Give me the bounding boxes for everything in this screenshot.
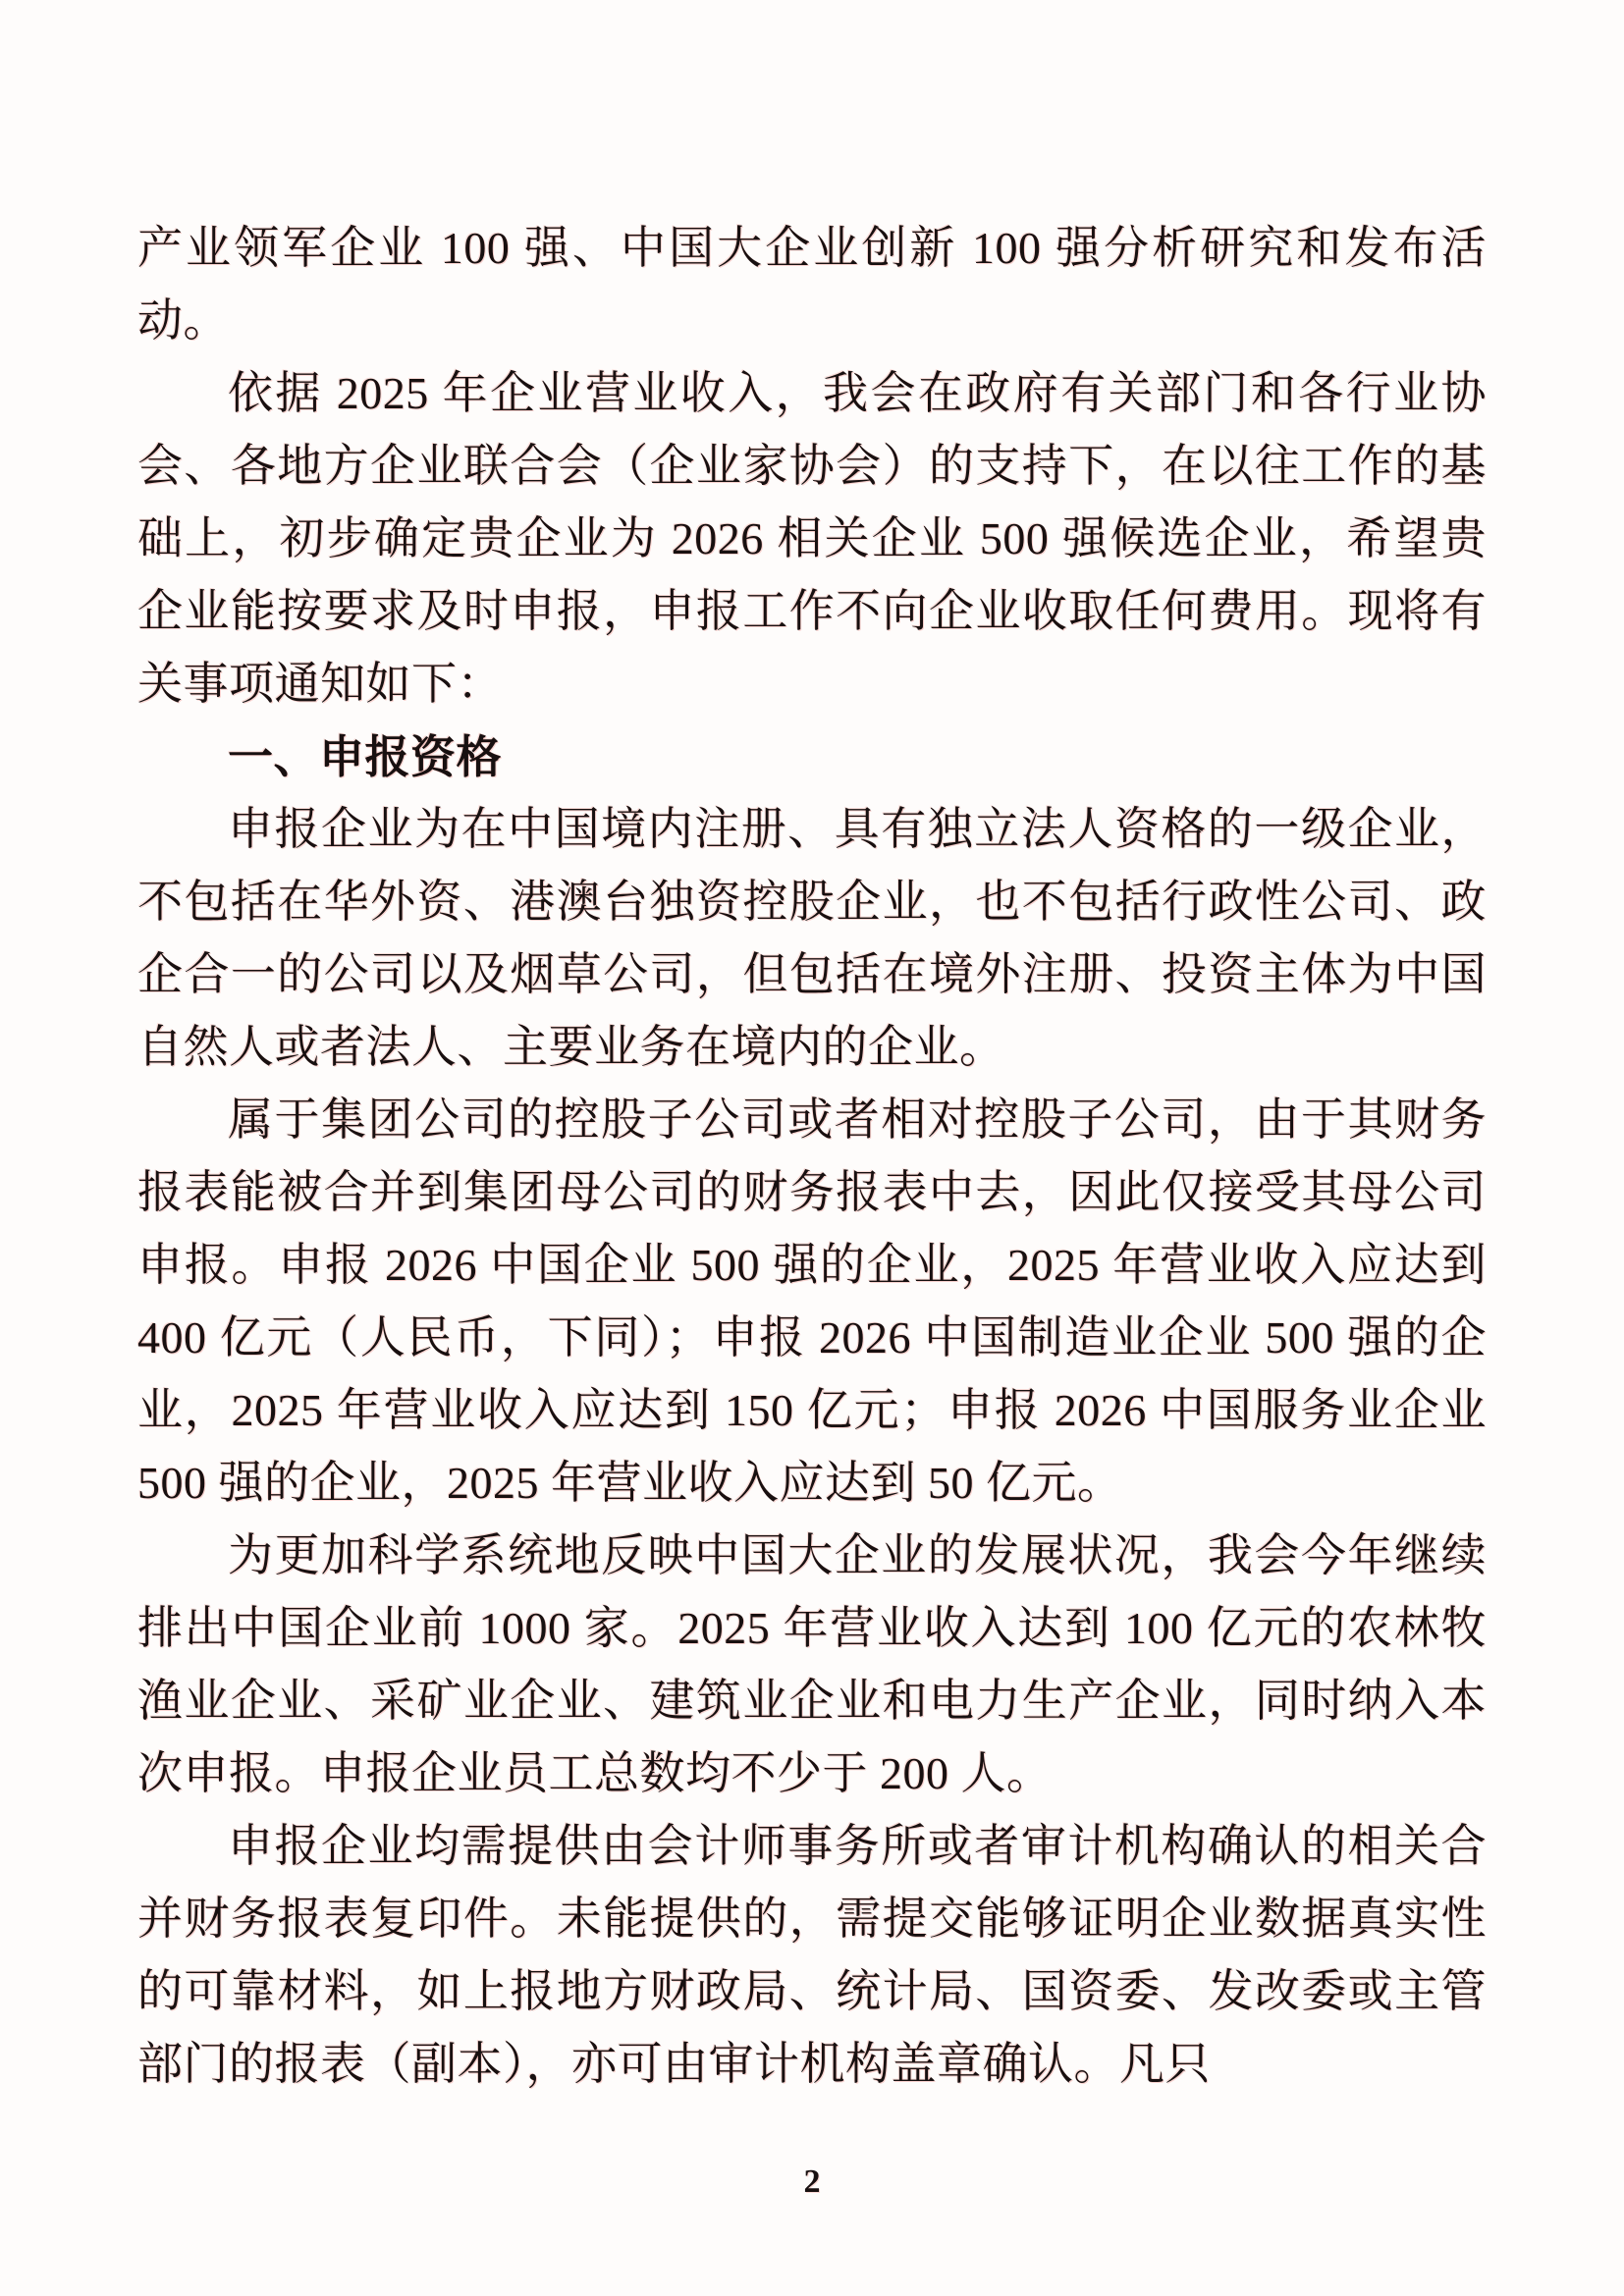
paragraph-eligibility-scope: 申报企业为在中国境内注册、具有独立法人资格的一级企业，不包括在华外资、港澳台独资控股企业，也不包括行政性公司、政企合一的公司以及烟草公司，但包括在境外注册、投资主体为中国自然人或者法人、主要业务在境内的企业。	[137, 804, 1487, 1072]
paragraph-financial-report-requirements: 申报企业均需提供由会计师事务所或者审计机构确认的相关合并财务报表复印件。未能提供的，需提交能够证明企业数据真实性的可靠材料，如上报地方财政局、统计局、国资委、发改委或主管部门的报表（副本），亦可由审计机构盖章确认。凡只	[137, 1821, 1487, 2089]
page-number: 2	[803, 2163, 821, 2200]
paragraph-intro: 依据 2025 年企业营业收入，我会在政府有关部门和各行业协会、各地方企业联合会（企业家协会）的支持下，在以往工作的基础上，初步确定贵企业为 2026 相关企业 500 强候选企业，希望贵企业能按要求及时申报，申报工作不向企业收取任何费用。现将有关事项通知如下：	[137, 368, 1487, 709]
section-heading-application-eligibility: 一、申报资格	[228, 731, 502, 782]
paragraph-continuation: 产业领军企业 100 强、中国大企业创新 100 强分析研究和发布活动。	[137, 223, 1487, 346]
document-body	[137, 212, 1487, 2101]
paragraph-revenue-thresholds: 属于集团公司的控股子公司或者相对控股子公司，由于其财务报表能被合并到集团母公司的财务报表中去，因此仅接受其母公司申报。申报 2026 中国企业 500 强的企业，2025 年营业收入应达到 400 亿元（人民币，下同）；申报 2026 中国制造业企业 500 强的企业，2025 年营业收入应达到 150 亿元；申报 2026 中国服务业企业 500 强的企业，2025 年营业收入应达到 50 亿元。	[137, 1095, 1487, 1508]
paragraph-top-1000: 为更加科学系统地反映中国大企业的发展状况，我会今年继续排出中国企业前 1000 家。2025 年营业收入达到 100 亿元的农林牧渔业企业、采矿业企业、建筑业企业和电力生产企业，同时纳入本次申报。申报企业员工总数均不少于 200 人。	[137, 1530, 1487, 1798]
